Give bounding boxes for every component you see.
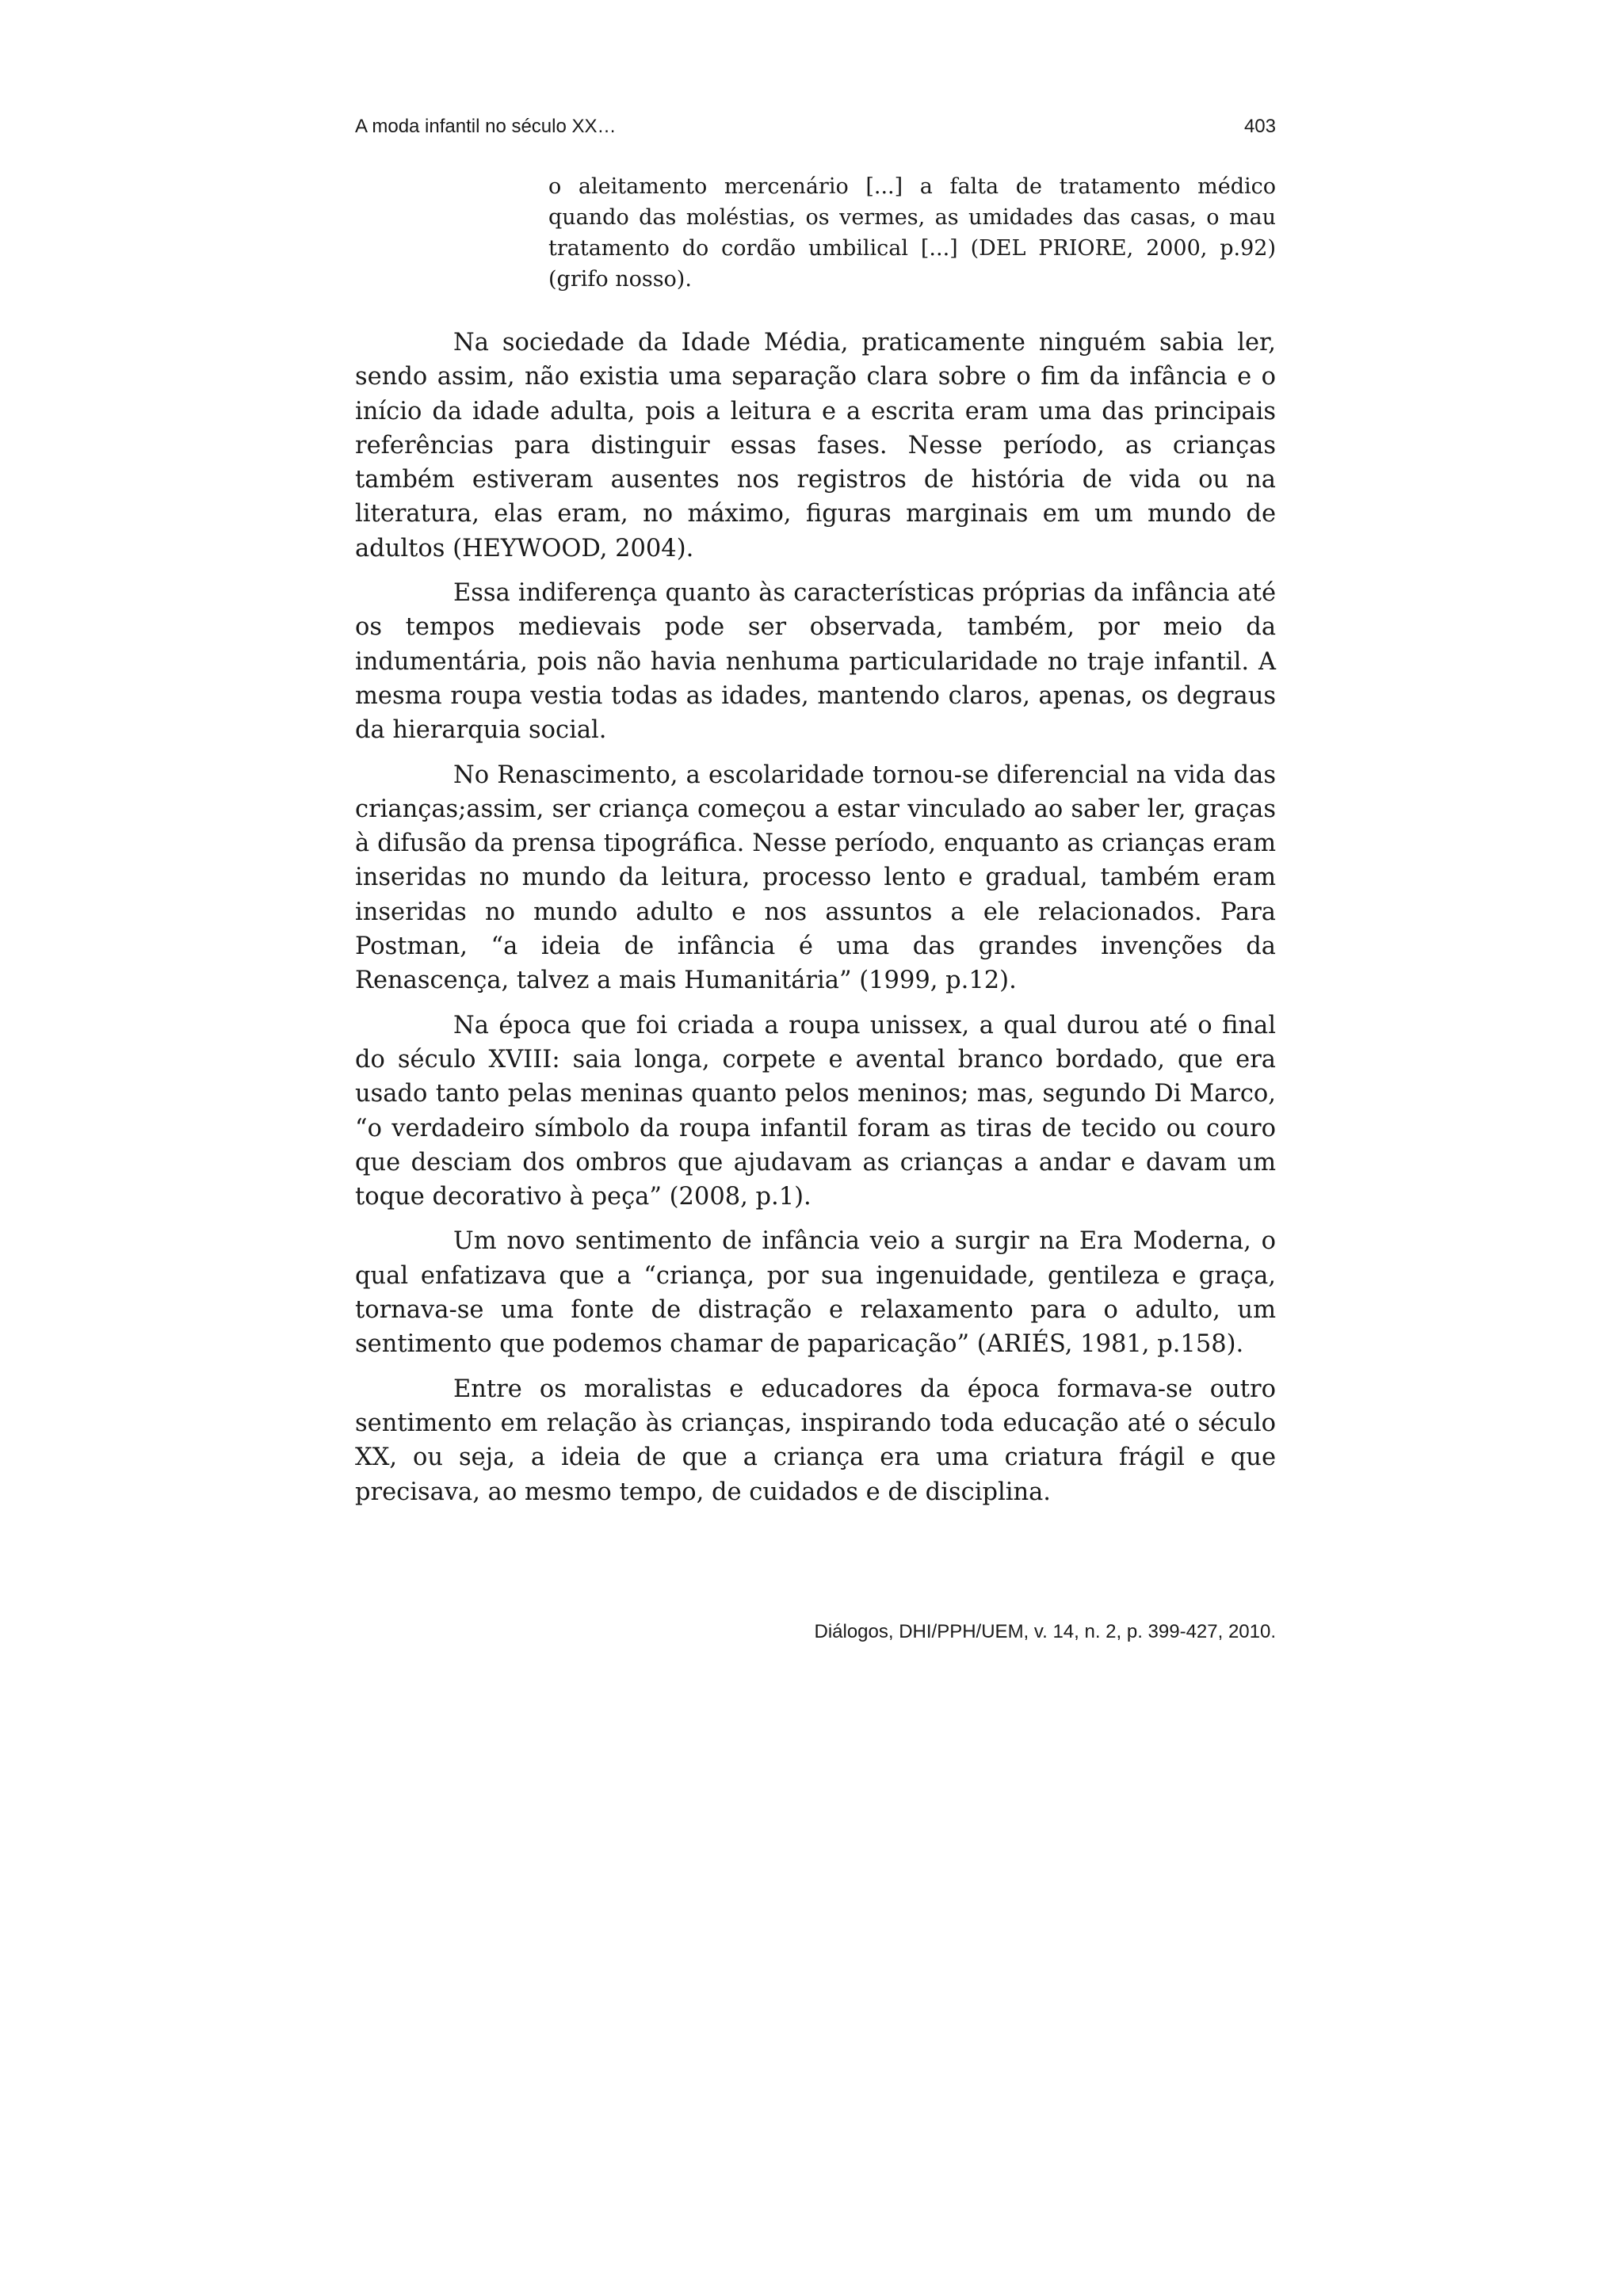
running-title: A moda infantil no século XX…: [355, 116, 617, 137]
paragraph: Essa indiferença quanto às características próprias da infância até os tempos medievais pode ser observada, também, por meio da indumentária, pois não havia nenhuma particularidade no traje infantil. A mesma roupa vestia todas as idades, mantendo claros, apenas, os degraus da hierarquia social.: [355, 579, 1276, 745]
paragraph: Na sociedade da Idade Média, praticamente ninguém sabia ler, sendo assim, não existia uma separação clara sobre o fim da infância e o início da idade adulta, pois a leitura e a escrita eram uma das principais referências para distinguir essas fases. Nesse período, as crianças também estiveram ausentes nos registros de história de vida ou na literatura, elas eram, no máximo, figuras marginais em um mundo de adultos (HEYWOOD, 2004).: [355, 329, 1276, 563]
block-quote: o aleitamento mercenário [...] a falta de tratamento médico quando das moléstias, os vermes, as umidades das casas, o mau tratamento do cordão umbilical [...] (DEL PRIORE, 2000, p.92) (grifo nosso).: [548, 174, 1276, 292]
paragraph: No Renascimento, a escolaridade tornou-se diferencial na vida das crianças;assim, ser criança começou a estar vinculado ao saber ler, graças à difusão da prensa tipográfica. Nesse período, enquanto as crianças eram inseridas no mundo da leitura, processo lento e gradual, também eram inseridas no mundo adulto e nos assuntos a ele relacionados. Para Postman, “a ideia de infância é uma das grandes invenções da Renascença, talvez a mais Humanitária” (1999, p.12).: [355, 761, 1276, 995]
paragraph: Um novo sentimento de infância veio a surgir na Era Moderna, o qual enfatizava que a “criança, por sua ingenuidade, gentileza e graça, tornava-se uma fonte de distração e relaxamento para o adulto, um sentimento que podemos chamar de paparicação” (ARIÉS, 1981, p.158).: [355, 1227, 1276, 1359]
running-header: [355, 116, 1276, 147]
footer-citation: Diálogos, DHI/PPH/UEM, v. 14, n. 2, p. 399-427, 2010.: [814, 1621, 1276, 1642]
page-number: 403: [1243, 116, 1276, 137]
body-text: [355, 326, 1276, 1520]
paragraph: Na época que foi criada a roupa unissex, a qual durou até o final do século XVIII: saia longa, corpete e avental branco bordado, que era usado tanto pelas meninas quanto pelos meninos; mas, segundo Di Marco, “o verdadeiro símbolo da roupa infantil foram as tiras de tecido ou couro que desciam dos ombros que ajudavam as crianças a andar e davam um toque decorativo à peça” (2008, p.1).: [355, 1011, 1276, 1211]
paragraph: Entre os moralistas e educadores da época formava-se outro sentimento em relação às crianças, inspirando toda educação até o século XX, ou seja, a ideia de que a criança era uma criatura frágil e que precisava, ao mesmo tempo, de cuidados e de disciplina.: [355, 1375, 1276, 1506]
